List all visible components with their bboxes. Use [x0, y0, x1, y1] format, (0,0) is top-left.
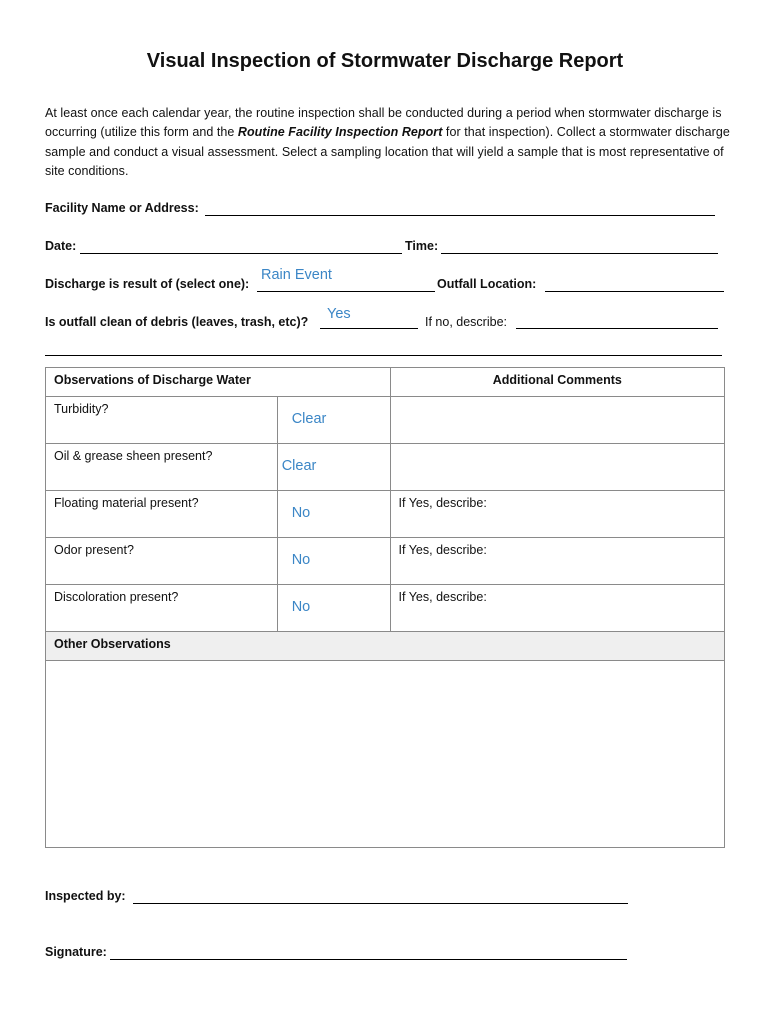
signature-input-line[interactable] — [110, 959, 627, 960]
row-comment[interactable]: If Yes, describe: — [390, 538, 724, 585]
table-row — [46, 444, 725, 491]
table-row — [46, 397, 725, 444]
row-comment[interactable] — [390, 444, 724, 491]
row-answer[interactable]: No — [277, 585, 390, 632]
table-row — [46, 491, 725, 538]
row-question: Floating material present? — [46, 491, 278, 538]
outfall-input-line[interactable] — [545, 291, 724, 292]
other-observations-area[interactable] — [46, 661, 725, 848]
row-answer[interactable]: No — [277, 491, 390, 538]
row-comment[interactable]: If Yes, describe: — [390, 491, 724, 538]
comments-header: Additional Comments — [390, 368, 724, 397]
signature-label: Signature: — [45, 945, 107, 959]
table-row — [46, 538, 725, 585]
page-title: Visual Inspection of Stormwater Discharge Report — [146, 50, 624, 72]
date-input-line[interactable] — [80, 253, 402, 254]
outfall-label: Outfall Location: — [437, 277, 537, 291]
clean-value[interactable]: Yes — [327, 306, 351, 322]
row-comment[interactable] — [390, 397, 724, 444]
extra-description-line[interactable] — [45, 355, 722, 356]
observations-header: Observations of Discharge Water — [46, 368, 391, 397]
other-observations-header-row — [46, 632, 725, 661]
clean-label: Is outfall clean of debris (leaves, trash, etc)? — [45, 315, 309, 329]
ifno-label: If no, describe: — [425, 315, 507, 329]
facility-input-line[interactable] — [205, 215, 715, 216]
inspected-by-label: Inspected by: — [45, 889, 126, 903]
other-observations-header: Other Observations — [46, 632, 725, 661]
report-name-emphasis: Routine Facility Inspection Report — [237, 125, 443, 140]
time-label: Time: — [405, 239, 439, 253]
intro-paragraph: At least once each calendar year, the routine inspection shall be conducted during a period when stormwater discharge is occurring (utilize this form and the Routine Facility Inspection Report for that inspection). Collect a stormwater discharge sample and conduct a visual assessment. Select a sampling location that will yield a sample that is most representative of site conditions. — [45, 106, 730, 179]
table-header-row — [46, 368, 725, 397]
row-question: Turbidity? — [46, 397, 278, 444]
inspected-by-input-line[interactable] — [133, 903, 628, 904]
observations-table — [45, 367, 725, 848]
row-question: Odor present? — [46, 538, 278, 585]
date-label: Date: — [45, 239, 77, 253]
facility-label: Facility Name or Address: — [45, 201, 199, 215]
table-row — [46, 585, 725, 632]
clean-input-line[interactable] — [320, 328, 418, 329]
discharge-value[interactable]: Rain Event — [261, 267, 332, 283]
row-answer[interactable]: Clear — [277, 397, 390, 444]
row-answer[interactable]: No — [277, 538, 390, 585]
row-answer[interactable]: Clear — [277, 444, 390, 491]
ifno-input-line[interactable] — [516, 328, 718, 329]
row-question: Oil & grease sheen present? — [46, 444, 278, 491]
row-question: Discoloration present? — [46, 585, 278, 632]
time-input-line[interactable] — [441, 253, 718, 254]
other-observations-row — [46, 661, 725, 848]
row-comment[interactable]: If Yes, describe: — [390, 585, 724, 632]
discharge-label: Discharge is result of (select one): — [45, 277, 250, 291]
discharge-input-line[interactable] — [257, 291, 435, 292]
